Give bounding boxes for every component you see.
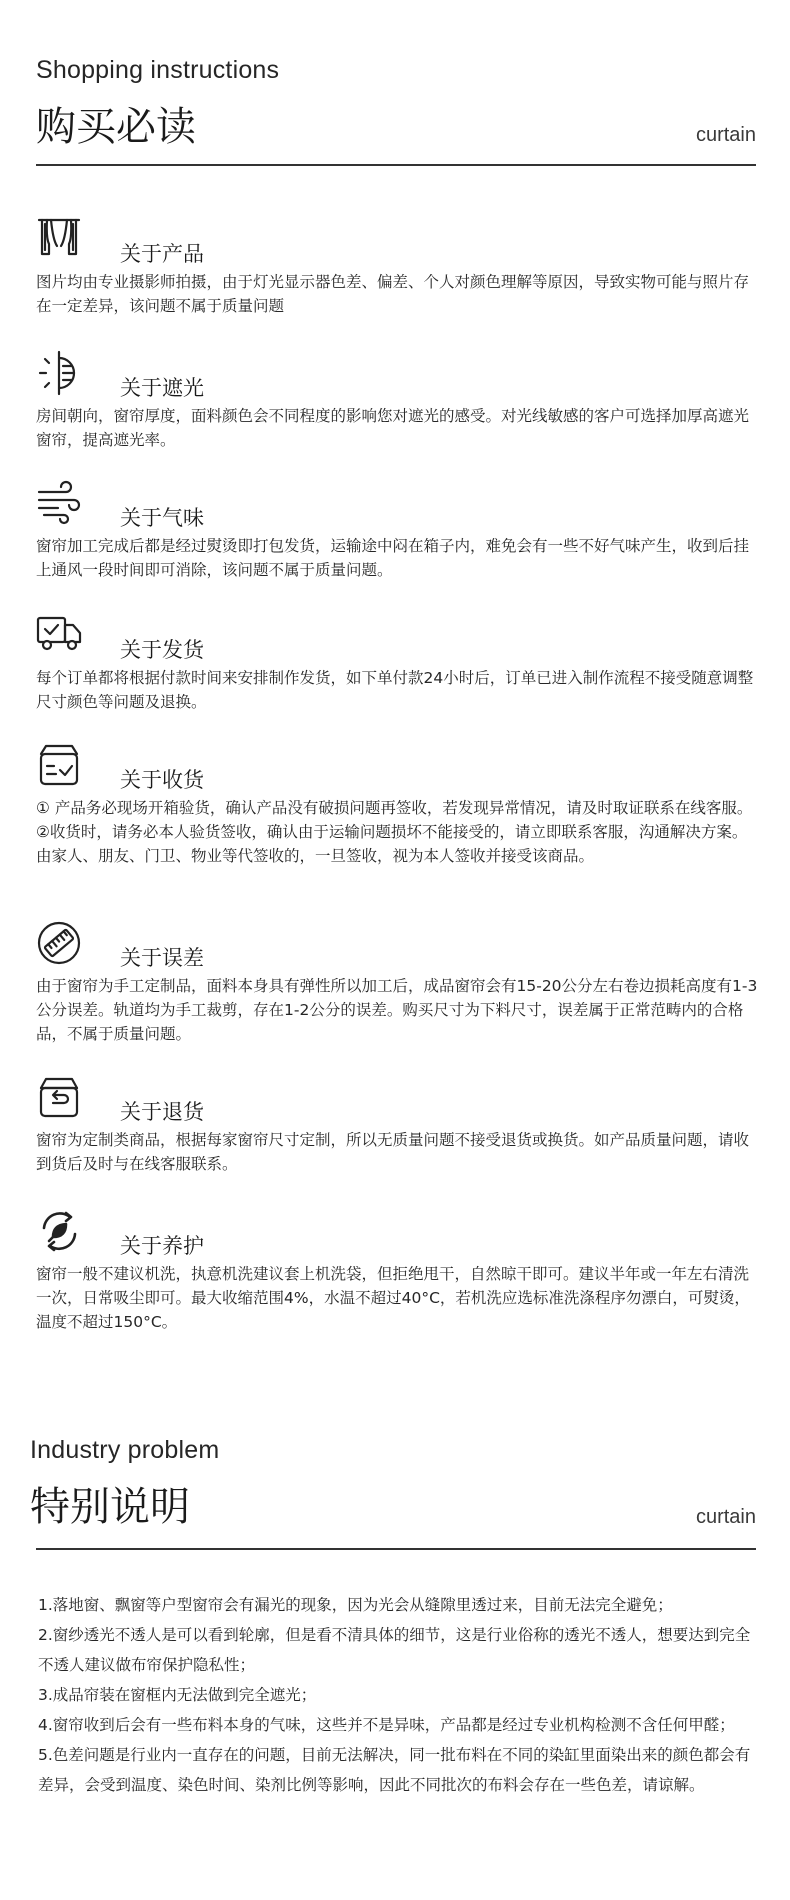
item-body-care (36, 1262, 758, 1334)
special-divider (36, 1548, 756, 1550)
shopping-en-title: Shopping instructions (36, 56, 280, 84)
shopping-header (36, 56, 756, 168)
info-item-shading (36, 350, 758, 452)
note-item-3: 3.成品帘装在窗框内无法做到完全遮光； (38, 1686, 317, 1704)
delivery-truck-icon (36, 612, 82, 658)
item-body-returns (36, 1128, 758, 1176)
note-item-5: 5.色差问题是行业内一直存在的问题，目前无法解决，同一批布料在不同的染缸里面染出来的颜色都会有差异，会受到温度、染色时间、染剂比例等影响，因此不同批次的布料会存在一些色差，请谅解。 (38, 1746, 751, 1794)
item-title-returns: 关于退货 (120, 1100, 204, 1124)
item-text-care: 窗帘一般不建议机洗，执意机洗建议套上机洗袋，但拒绝甩干，自然晾干即可。建议半年或一年左右清洗一次，日常吸尘即可。最大收缩范围4%，水温不超过40°C，若机洗应选标准洗涤程序勿漂白，可熨烫，温度不超过150°C。 (36, 1265, 750, 1331)
receive-box-icon (36, 742, 82, 788)
item-body-shading (36, 404, 758, 452)
ruler-icon (36, 920, 82, 966)
item-text-returns: 窗帘为定制类商品，根据每家窗帘尺寸定制，所以无质量问题不接受退货或换货。如产品质量问题，请收到货后及时与在线客服联系。 (36, 1131, 750, 1173)
note-item-1: 1.落地窗、飘窗等户型窗帘会有漏光的现象，因为光会从缝隙里透过来，目前无法完全避免； (38, 1596, 673, 1614)
info-item-tolerance (36, 920, 758, 1046)
item-body-odor (36, 534, 758, 582)
info-item-returns (36, 1074, 758, 1176)
info-item-care (36, 1208, 758, 1334)
item-text-shipping: 每个订单都将根据付款时间来安排制作发货，如下单付款24小时后，订单已进入制作流程不接受随意调整尺寸颜色等问题及退换。 (36, 669, 754, 711)
shopping-divider (36, 164, 756, 166)
item-title-shipping: 关于发货 (120, 638, 204, 662)
item-body-receiving (36, 796, 758, 868)
shopping-tag: curtain (695, 124, 756, 146)
item-text-shading: 房间朝向，窗帘厚度，面料颜色会不同程度的影响您对遮光的感受。对光线敏感的客户可选择加厚高遮光窗帘，提高遮光率。 (36, 407, 750, 449)
note-item-2: 2.窗纱透光不透人是可以看到轮廓，但是看不清具体的细节，这是行业俗称的透光不透人，想要达到完全不透人建议做布帘保护隐私性； (38, 1626, 751, 1674)
item-text-tolerance: 由于窗帘为手工定制品，面料本身具有弹性所以加工后，成品窗帘会有15-20公分左右卷边损耗高度有1-3公分误差。轨道均为手工裁剪，存在1-2公分的误差。购买尺寸为下料尺寸，误差属于正常范畴内的合格品，不属于质量问题。 (36, 977, 758, 1043)
item-body-shipping (36, 666, 758, 714)
special-cn-title: 特别说明 (30, 1484, 190, 1530)
info-item-shipping (36, 612, 758, 714)
item-title-odor: 关于气味 (120, 506, 204, 530)
item-text-odor: 窗帘加工完成后都是经过熨烫即打包发货，运输途中闷在箱子内，难免会有一些不好气味产生，收到后挂上通风一段时间即可消除，该问题不属于质量问题。 (36, 537, 750, 579)
item-title-shading: 关于遮光 (120, 376, 204, 400)
shopping-cn-title: 购买必读 (36, 104, 196, 150)
special-en-title: Industry problem (30, 1436, 220, 1464)
item-title-care: 关于养护 (120, 1234, 204, 1258)
info-item-receiving (36, 742, 758, 868)
info-item-product (36, 216, 758, 318)
care-cycle-icon (36, 1208, 82, 1254)
special-tag: curtain (695, 1506, 756, 1528)
item-body-tolerance (36, 974, 758, 1046)
sun-shade-icon (36, 350, 82, 396)
return-box-icon (36, 1074, 82, 1120)
item-text-receiving-1: ① 产品务必现场开箱验货，确认产品没有破损问题再签收，若发现异常情况，请及时取证联系在线客服。 (36, 799, 753, 817)
special-header (30, 1436, 756, 1552)
item-title-tolerance: 关于误差 (120, 946, 204, 970)
item-text-receiving-2: ②收货时，请务必本人验货签收，确认由于运输问题损坏不能接受的，请立即联系客服，沟通解决方案。由家人、朋友、门卫、物业等代签收的，一旦签收，视为本人签收并接受该商品。 (36, 823, 748, 865)
info-item-odor (36, 480, 758, 582)
item-title-product: 关于产品 (120, 242, 204, 266)
item-text-product: 图片均由专业摄影师拍摄，由于灯光显示器色差、偏差、个人对颜色理解等原因，导致实物可能与照片存在一定差异，该问题不属于质量问题 (36, 273, 750, 315)
special-notes (38, 1590, 758, 1800)
curtain-icon (36, 216, 82, 262)
item-title-receiving: 关于收货 (120, 768, 204, 792)
item-body-product (36, 270, 758, 318)
wind-odor-icon (36, 480, 82, 526)
note-item-4: 4.窗帘收到后会有一些布料本身的气味，这些并不是异味，产品都是经过专业机构检测不含任何甲醛； (38, 1716, 735, 1734)
